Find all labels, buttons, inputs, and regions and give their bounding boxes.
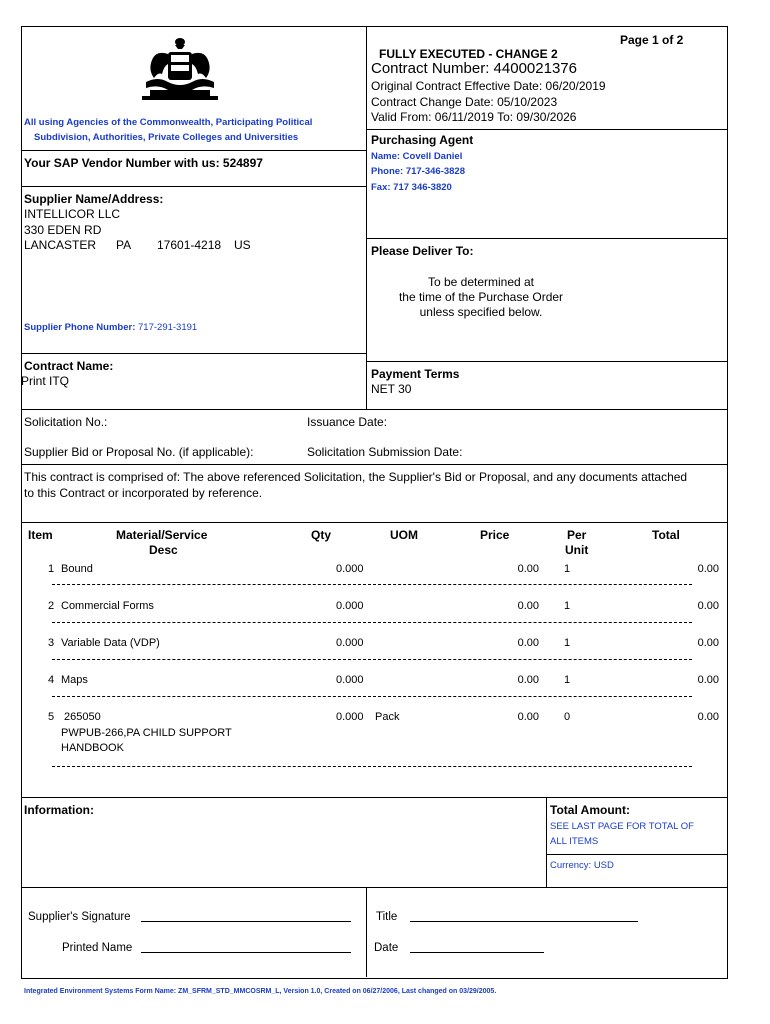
row-total: 0.00 xyxy=(697,674,719,686)
header-unit: Unit xyxy=(565,543,589,557)
header-item: Item xyxy=(28,528,53,542)
contract-number: Contract Number: 4400021376 xyxy=(371,60,577,77)
supplier-zip: 17601-4218 xyxy=(157,238,222,252)
purchasing-agent-title: Purchasing Agent xyxy=(371,133,474,147)
printed-name-label: Printed Name xyxy=(62,942,133,954)
form-footer: Integrated Environment Systems Form Name: ZM_SFRM_STD_MMCOSRM_L, Version 1.0, Created on 06/27/2006, Last changed on 03/29/2005. xyxy=(24,988,497,995)
status-label: FULLY EXECUTED - CHANGE 2 xyxy=(379,47,558,61)
currency: Currency: USD xyxy=(550,860,614,871)
information-label: Information: xyxy=(24,803,94,817)
printed-name-line[interactable] xyxy=(141,940,351,953)
row-qty: 0.000 xyxy=(336,563,364,575)
date-line[interactable] xyxy=(410,940,544,953)
row-per: 1 xyxy=(564,600,571,612)
payment-terms-title: Payment Terms xyxy=(371,367,460,381)
supplier-phone-label: Supplier Phone Number: xyxy=(24,322,136,333)
valid-dates: Valid From: 06/11/2019 To: 09/30/2026 xyxy=(371,110,577,124)
row-total: 0.00 xyxy=(697,637,719,649)
supplier-signature-line[interactable] xyxy=(141,909,351,922)
deliver-line2: the time of the Purchase Order xyxy=(398,290,564,304)
page-label: Page 1 of 2 xyxy=(620,33,684,47)
row-num: 3 xyxy=(48,637,55,649)
row-per: 1 xyxy=(564,637,571,649)
supplier-title: Supplier Name/Address: xyxy=(24,192,164,206)
title-line[interactable] xyxy=(410,909,638,922)
supplier-country: US xyxy=(234,238,251,252)
supplier-phone-value: 717-291-3191 xyxy=(138,322,198,333)
row-total: 0.00 xyxy=(697,711,719,723)
supplier-phone xyxy=(24,322,197,333)
original-effective-date: Original Contract Effective Date: 06/20/2019 xyxy=(371,79,606,93)
agent-phone: Phone: 717-346-3828 xyxy=(371,166,465,177)
row5-desc-line3: HANDBOOK xyxy=(61,742,124,754)
total-amount-title: Total Amount: xyxy=(550,803,630,817)
row-num: 1 xyxy=(48,563,55,575)
row-price: 0.00 xyxy=(517,674,539,686)
comprised-line1: This contract is comprised of: The above referenced Solicitation, the Supplier's Bid or Proposal, and any documents attached xyxy=(24,470,688,484)
row-qty: 0.000 xyxy=(336,637,364,649)
deliver-title: Please Deliver To: xyxy=(371,244,474,258)
row-desc: Commercial Forms xyxy=(61,600,154,612)
date-label: Date xyxy=(374,942,399,954)
supplier-bid-no: Supplier Bid or Proposal No. (if applicable): xyxy=(24,445,254,459)
row-desc: Variable Data (VDP) xyxy=(61,637,160,649)
supplier-street: 330 EDEN RD xyxy=(24,223,102,237)
header-total: Total xyxy=(652,528,680,542)
agent-fax: Fax: 717 346-3820 xyxy=(371,182,452,193)
supplier-name: INTELLICOR LLC xyxy=(24,207,121,221)
contract-name-value: Print ITQ xyxy=(21,374,70,388)
row-price: 0.00 xyxy=(517,563,539,575)
title-label: Title xyxy=(376,911,398,923)
payment-terms-value: NET 30 xyxy=(371,382,412,396)
supplier-state: PA xyxy=(116,238,132,252)
change-date: Contract Change Date: 05/10/2023 xyxy=(371,95,558,109)
header-uom: UOM xyxy=(390,528,418,542)
commonwealth-seal xyxy=(138,36,222,104)
supplier-city: LANCASTER xyxy=(24,238,97,252)
row-num: 2 xyxy=(48,600,55,612)
row-per: 0 xyxy=(564,711,571,723)
vendor-number: Your SAP Vendor Number with us: 524897 xyxy=(24,156,263,170)
row-uom: Pack xyxy=(375,711,400,723)
header-price: Price xyxy=(480,528,510,542)
row-price: 0.00 xyxy=(517,711,539,723)
header-qty: Qty xyxy=(311,528,332,542)
row-total: 0.00 xyxy=(697,600,719,612)
row-qty: 0.000 xyxy=(336,674,364,686)
agent-name: Name: Covell Daniel xyxy=(371,151,463,162)
agencies-line2: Subdivision, Authorities, Private Colleges and Universities xyxy=(34,132,299,143)
agencies-line1: All using Agencies of the Commonwealth, Participating Political xyxy=(24,117,313,128)
contract-name-title: Contract Name: xyxy=(24,359,114,373)
solicitation-no: Solicitation No.: xyxy=(24,415,108,429)
row-per: 1 xyxy=(564,674,571,686)
row-desc: 265050 xyxy=(64,711,101,723)
row-price: 0.00 xyxy=(517,600,539,612)
row-qty: 0.000 xyxy=(336,711,364,723)
issuance-date: Issuance Date: xyxy=(307,415,388,429)
row5-desc-line2: PWPUB-266,PA CHILD SUPPORT xyxy=(61,727,232,739)
header-desc: Desc xyxy=(149,543,178,557)
row-per: 1 xyxy=(564,563,571,575)
row-num: 4 xyxy=(48,674,55,686)
total-amount-line2: ALL ITEMS xyxy=(550,836,599,847)
row-desc: Maps xyxy=(61,674,88,686)
total-amount-line1: SEE LAST PAGE FOR TOTAL OF xyxy=(550,821,694,832)
header-per: Per xyxy=(567,528,587,542)
deliver-line1: To be determined at xyxy=(427,275,535,289)
comprised-line2: to this Contract or incorporated by reference. xyxy=(24,486,263,500)
row-desc: Bound xyxy=(61,563,93,575)
header-material: Material/Service xyxy=(116,528,208,542)
row-total: 0.00 xyxy=(697,563,719,575)
row-price: 0.00 xyxy=(517,637,539,649)
submission-date: Solicitation Submission Date: xyxy=(307,445,463,459)
deliver-line3: unless specified below. xyxy=(419,305,543,319)
supplier-signature-label: Supplier's Signature xyxy=(28,911,131,923)
row-num: 5 xyxy=(48,711,55,723)
row-qty: 0.000 xyxy=(336,600,364,612)
